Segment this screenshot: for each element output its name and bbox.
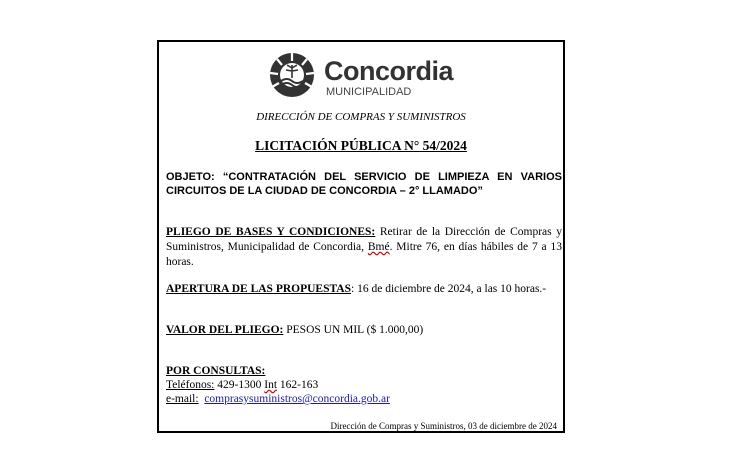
logo-name: Concordia <box>324 56 454 86</box>
municipality-logo <box>264 51 464 101</box>
footer-date: Dirección de Compras y Suministros, 03 de diciembre de 2024 <box>330 421 557 431</box>
phone-after: 162-163 <box>277 379 319 391</box>
phone-label: Teléfonos: <box>166 379 215 391</box>
pliego-label: PLIEGO DE BASES Y CONDICIONES: <box>166 226 376 238</box>
pliego-abbr: Bmé <box>367 241 390 253</box>
phone-int: Int <box>264 379 278 391</box>
email-link[interactable]: comprasysuministros@concordia.gob.ar <box>204 393 390 405</box>
apertura-label: APERTURA DE LAS PROPUESTAS <box>166 283 352 295</box>
notice-frame <box>157 40 565 433</box>
phone-line <box>166 378 562 392</box>
valor-text: PESOS UN MIL ($ 1.000,00) <box>283 324 424 336</box>
pliego-paragraph <box>166 225 562 270</box>
consultas-label: POR CONSULTAS: <box>166 365 266 377</box>
notice-title: LICITACIÓN PÚBLICA N° 54/2024 <box>255 138 467 153</box>
email-label: e-mail: <box>166 393 199 405</box>
pliego-text-after: . Mitre 76, en días hábiles de 7 a 13 horas. <box>166 241 562 268</box>
pliego-text-before: Retirar de la Dirección de Compras y Suministros, Municipalidad de Concordia, <box>166 226 562 253</box>
department-heading: DIRECCIÓN DE COMPRAS Y SUMINISTROS <box>256 111 466 123</box>
apertura-text: : 16 de diciembre de 2024, a las 10 horas.- <box>351 283 547 295</box>
phone-before: 429-1300 <box>214 379 265 391</box>
email-line <box>166 392 562 406</box>
sun-emblem-icon <box>264 51 320 99</box>
object-description: OBJETO: “CONTRATACIÓN DEL SERVICIO DE LIMPIEZA EN VARIOS CIRCUITOS DE LA CIUDAD DE CONCORDIA – 2° LLAMADO” <box>166 171 562 197</box>
valor-label: VALOR DEL PLIEGO: <box>166 324 284 336</box>
consultas-section <box>166 364 562 406</box>
valor-paragraph <box>166 323 562 338</box>
logo-subtitle: MUNICIPALIDAD <box>326 86 412 98</box>
apertura-paragraph <box>166 282 562 297</box>
